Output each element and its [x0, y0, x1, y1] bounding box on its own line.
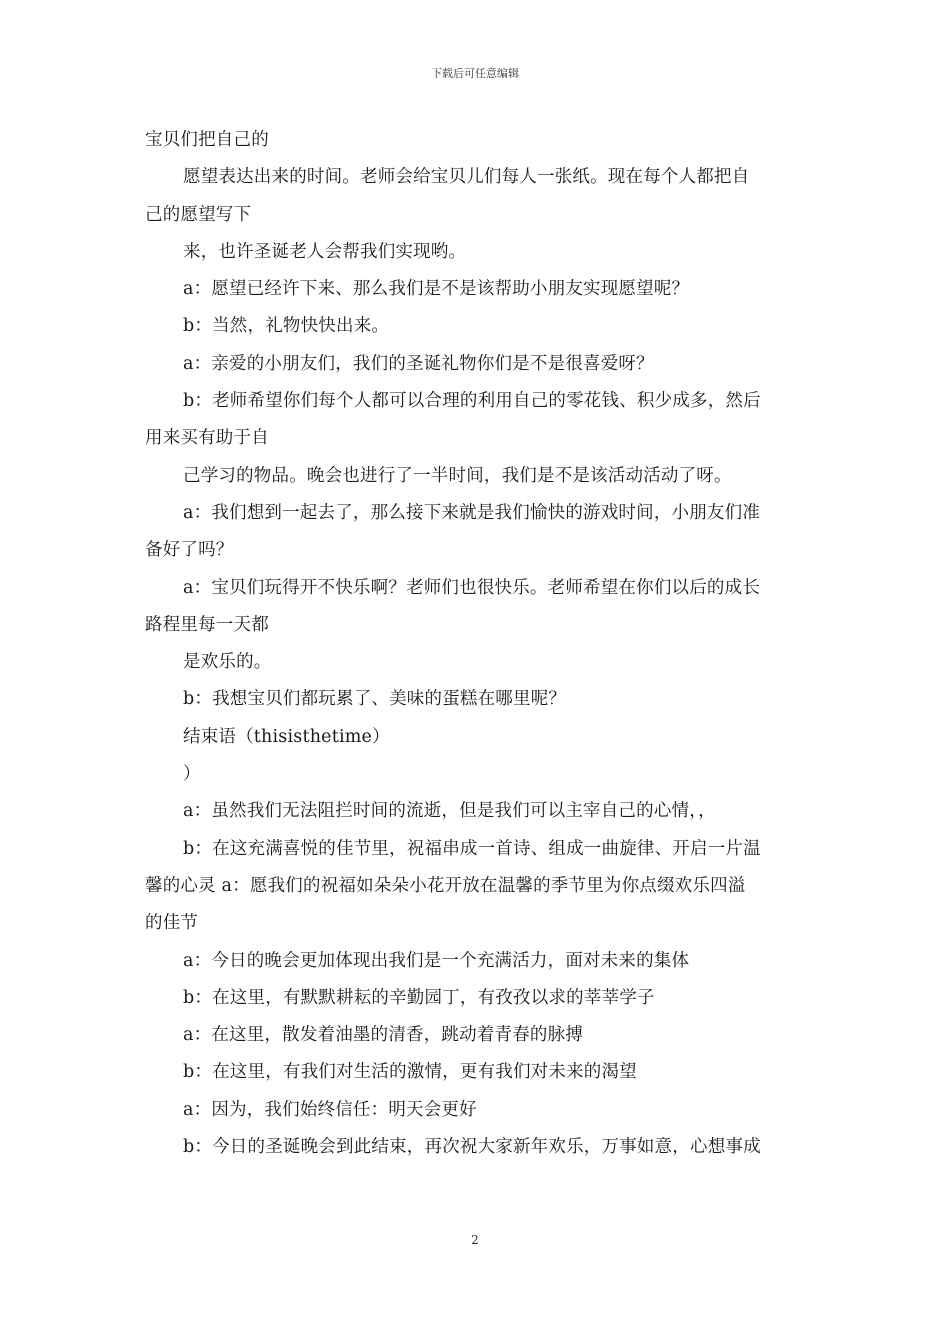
page-number: 2 — [471, 1233, 479, 1247]
text-line: 馨的心灵 a：愿我们的祝福如朵朵小花开放在温馨的季节里为你点缀欢乐四溢 — [145, 875, 746, 896]
text-line: a：亲爱的小朋友们，我们的圣诞礼物你们是不是很喜爱呀？ — [183, 353, 654, 374]
text-line: a：在这里，散发着油墨的清香，跳动着青春的脉搏 — [183, 1025, 584, 1046]
text-line: 己的愿望写下 — [145, 204, 252, 225]
text-line: b：当然，礼物快快出来。 — [183, 316, 390, 337]
text-line: 来，也许圣诞老人会帮我们实现哟。 — [183, 241, 467, 262]
text-line: b：在这里，有默默耕耘的辛勤园丁，有孜孜以求的莘莘学子 — [183, 987, 655, 1008]
text-line: a：今日的晚会更加体现出我们是一个充满活力，面对未来的集体 — [183, 950, 690, 971]
text-line: 结束语（thisisthetime） — [183, 726, 390, 747]
text-line: 用来买有助于自 — [145, 428, 269, 449]
text-line: a：宝贝们玩得开不快乐啊？老师们也很快乐。老师希望在你们以后的成长 — [183, 577, 761, 598]
text-line: 宝贝们把自己的 — [145, 130, 269, 150]
text-line: b：在这里，有我们对生活的激情，更有我们对未来的渴望 — [183, 1062, 637, 1083]
text-line: b：老师希望你们每个人都可以合理的利用自己的零花钱、积少成多，然后 — [183, 391, 761, 412]
document-body — [145, 122, 810, 1166]
text-line: b：我想宝贝们都玩累了、美味的蛋糕在哪里呢？ — [183, 689, 567, 710]
text-line: 的佳节 — [145, 913, 199, 934]
text-line: b：在这充满喜悦的佳节里，祝福串成一首诗、组成一曲旋律、开启一片温 — [183, 838, 761, 859]
text-line: 路程里每一天都 — [145, 614, 269, 635]
text-line: a：愿望已经许下来、那么我们是不是该帮助小朋友实现愿望呢？ — [183, 279, 690, 300]
text-line: b：今日的圣诞晚会到此结束，再次祝大家新年欢乐，万事如意，心想事成 — [183, 1137, 761, 1158]
text-line: ） — [183, 764, 201, 785]
text-line: 己学习的物品。晚会也进行了一半时间，我们是不是该活动活动了呀。 — [183, 465, 732, 486]
page-header: 下载后可任意编辑 — [431, 67, 519, 80]
text-line: a：我们想到一起去了，那么接下来就是我们愉快的游戏时间，小朋友们准 — [183, 502, 761, 523]
text-line: a：虽然我们无法阻拦时间的流逝，但是我们可以主宰自己的心情，， — [183, 801, 716, 822]
text-line: a：因为，我们始终信任：明天会更好 — [183, 1099, 477, 1120]
text-line: 备好了吗？ — [145, 540, 234, 561]
text-line: 愿望表达出来的时间。老师会给宝贝儿们每人一张纸。现在每个人都把自 — [183, 167, 750, 188]
text-line: 是欢乐的。 — [183, 652, 272, 673]
